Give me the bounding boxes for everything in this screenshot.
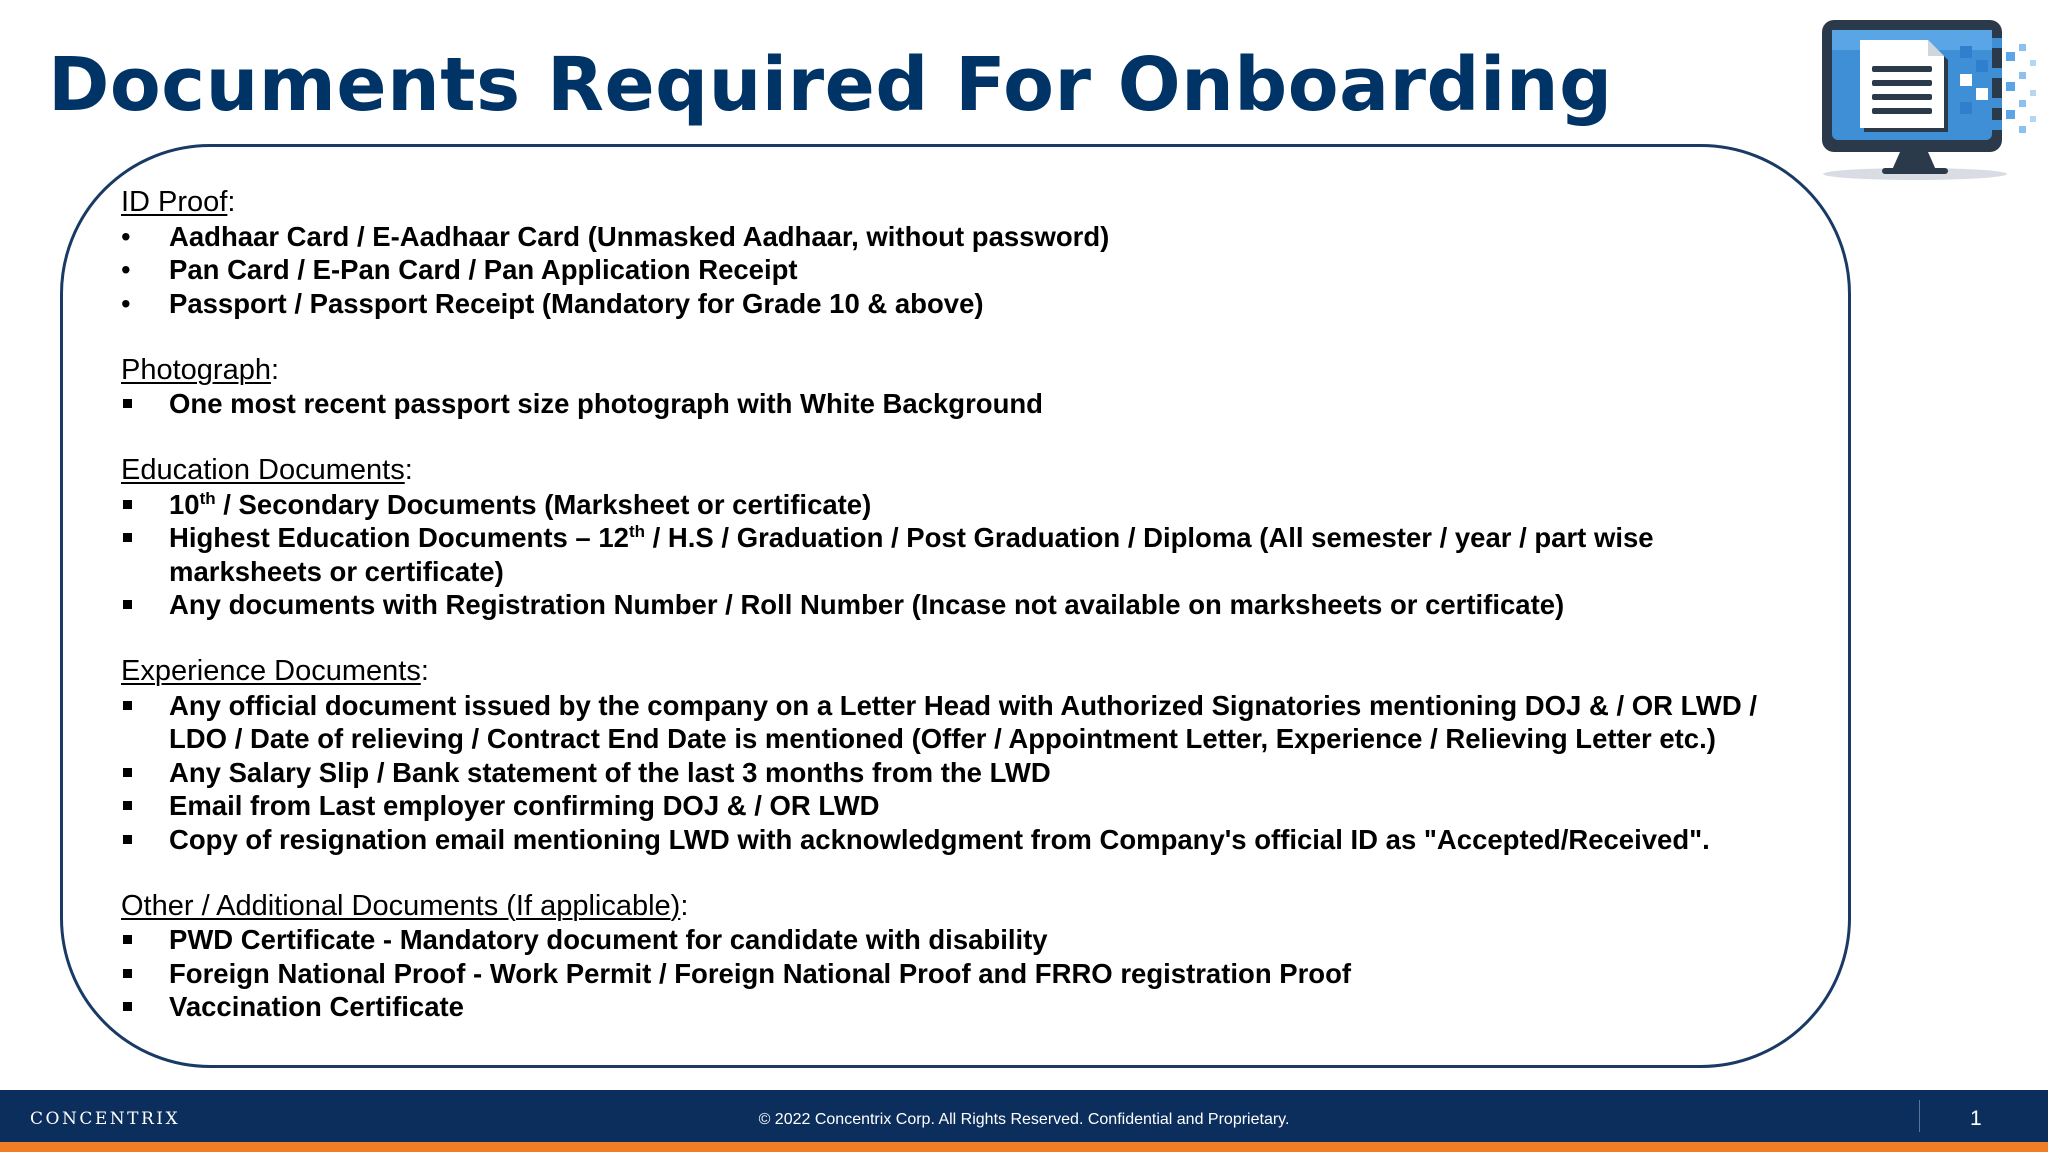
list-item-text: Vaccination Certificate [169,991,464,1022]
section-heading-text: ID Proof [121,186,228,218]
item-list [121,220,1801,321]
list-item [121,990,1801,1024]
list-item-text: 10 [169,488,200,520]
heading-colon: : [227,186,236,218]
list-item [121,588,1801,622]
document-monitor-icon [1812,16,2038,186]
brand-logo: CONCENTRIX [30,1109,181,1129]
list-item [121,756,1801,790]
list-item-text: Any Salary Slip / Bank statement of the last 3 months from the LWD [169,756,1051,788]
section [121,354,1801,421]
copyright-notice: © 2022 Concentrix Corp. All Rights Reserved. Confidential and Proprietary. [758,1111,1290,1128]
bullet-square-icon [121,957,141,991]
section-heading-text: Experience Documents [121,655,421,687]
bullet-square-icon [121,990,141,1024]
item-list [121,923,1801,1024]
list-item [121,789,1801,823]
heading-colon: : [270,353,280,386]
document-list [121,186,1801,1057]
section-heading [121,454,1801,488]
heading-colon: : [420,655,429,687]
superscript-text: th [199,488,216,508]
item-list [121,387,1801,421]
list-item-text: Email from Last employer confirming DOJ & / OR LWD [169,790,880,821]
bullet-disc-icon [121,253,141,287]
section-heading-text: Education Documents [121,454,405,486]
bullet-square-icon [121,689,141,723]
heading-colon: : [404,454,413,486]
list-item-text: Any documents with Registration Number / Roll Number (Incase not available on marksheets or certificate) [169,589,1565,620]
bullet-square-icon [121,387,141,421]
page-number: 1 [1970,1107,1982,1130]
bullet-square-icon [121,488,141,522]
footer-accent-stripe [0,1142,2048,1152]
list-item [121,287,1801,321]
list-item-text: Foreign National Proof - Work Permit / Foreign National Proof and FRRO registration Proof [169,957,1352,989]
list-item [121,220,1801,254]
list-item [121,488,1801,522]
list-item [121,923,1801,957]
list-item [121,521,1801,588]
list-item [121,957,1801,991]
footer-divider [1919,1100,1920,1132]
bullet-square-icon [121,923,141,957]
list-item-text: One most recent passport size photograph with White Background [169,388,1043,419]
section [121,890,1801,1024]
list-item [121,387,1801,421]
section [121,655,1801,856]
item-list [121,689,1801,857]
list-item-text: Aadhaar Card / E-Aadhaar Card (Unmasked Aadhaar, without password) [169,220,1110,252]
list-item [121,823,1801,857]
section-heading [121,655,1801,689]
list-item-text: Passport / Passport Receipt (Mandatory for Grade 10 & above) [169,287,984,319]
bullet-square-icon [121,789,141,823]
section-heading-text: Photograph [121,353,271,386]
page-title: Documents Required For Onboarding [48,42,1613,128]
list-item-text: Pan Card / E-Pan Card / Pan Application Receipt [169,254,798,285]
heading-colon: : [680,889,689,922]
bullet-square-icon [121,756,141,790]
list-item-text: Any official document issued by the company on a Letter Head with Authorized Signatories mentioning DOJ & / OR LWD / LDO / Date of relieving / Contract End Date is mentioned (Offer / Appointment Letter, Experience / Relieving Letter etc.) [169,689,1758,754]
section [121,186,1801,320]
section-heading-text: Other / Additional Documents (If applicable) [121,889,681,922]
list-item-text: / Secondary Documents (Marksheet or certificate) [215,488,872,520]
bullet-disc-icon [121,287,141,321]
list-item-text: PWD Certificate - Mandatory document for candidate with disability [169,924,1048,955]
list-item [121,689,1801,756]
list-item-text: Copy of resignation email mentioning LWD with acknowledgment from Company's official ID as "Accepted/Received". [169,823,1710,855]
superscript-text: th [628,521,646,541]
list-item-text: Highest Education Documents – 12 [169,522,629,553]
section-heading [121,186,1801,220]
bullet-disc-icon [121,220,141,254]
section [121,454,1801,622]
list-item-text: / H.S / Graduation / Post Graduation / Diploma (All semester / year / part wise marksheets or certificate) [169,522,1654,587]
bullet-square-icon [121,823,141,857]
section-heading [121,890,1801,924]
list-item [121,253,1801,287]
section-heading [121,354,1801,388]
bullet-square-icon [121,588,141,622]
bullet-square-icon [121,521,141,555]
item-list [121,488,1801,622]
